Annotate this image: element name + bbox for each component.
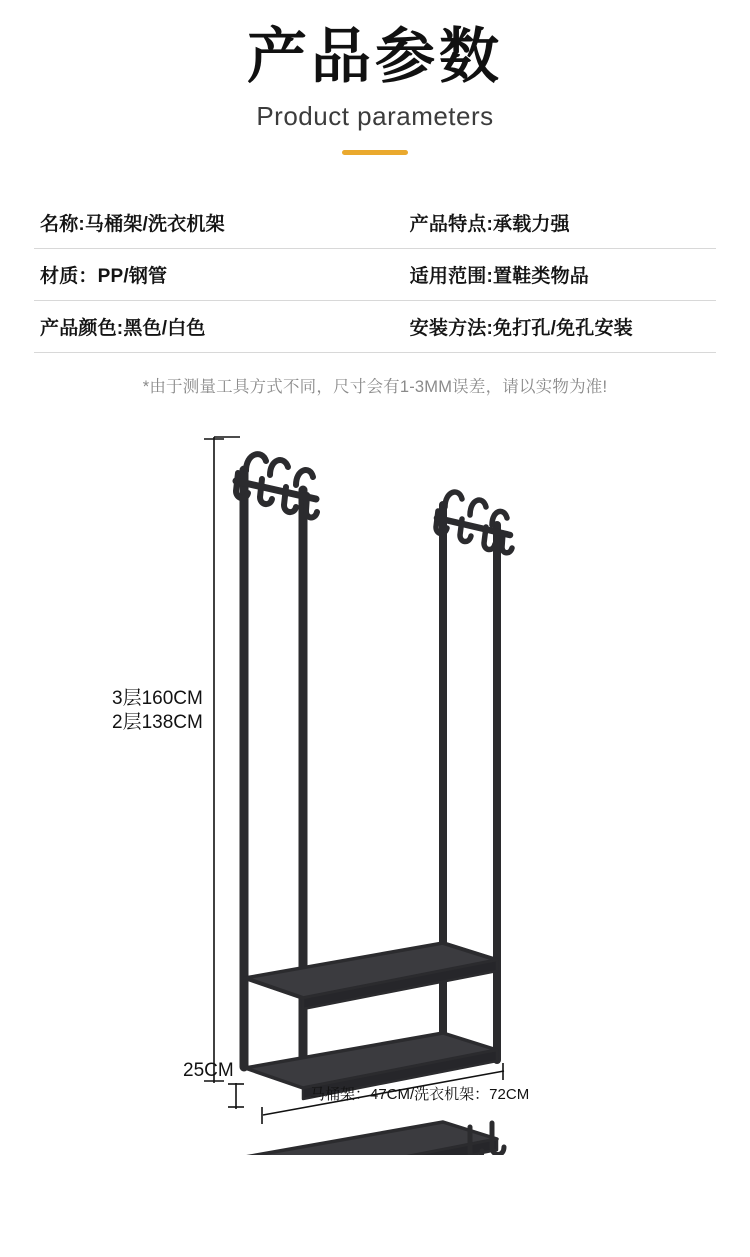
- depth-dimension-label: 25CM: [183, 1060, 234, 1081]
- width-dimension-label: 马桶架：47CM/洗衣机架：72CM: [310, 1086, 530, 1103]
- product-dimension-diagram: [0, 415, 750, 1155]
- page-title-en: Product parameters: [256, 101, 494, 131]
- table-row: [34, 301, 716, 353]
- page-title-cn: 产品参数: [247, 23, 503, 90]
- spec-name: 名称:马桶架/洗衣机架: [34, 197, 408, 249]
- spec-installation: 安装方法:免打孔/免孔安装: [408, 301, 716, 353]
- spec-color: 产品颜色:黑色/白色: [34, 301, 408, 353]
- rack-illustration: [0, 415, 750, 1155]
- product-parameters-page: [0, 22, 750, 1257]
- title-divider: [342, 150, 408, 155]
- title-divider-wrap: [0, 150, 750, 155]
- height-line-1: 3层160CM: [112, 688, 203, 709]
- measurement-note: *由于测量工具方式不同，尺寸会有1-3MM误差，请以实物为准!: [142, 378, 608, 396]
- height-dimension-label: [112, 687, 203, 735]
- spec-table: [34, 197, 716, 353]
- height-line-2: 2层138CM: [112, 711, 203, 733]
- spec-feature: 产品特点:承载力强: [408, 197, 716, 249]
- spec-material: 材质：PP/钢管: [34, 249, 408, 301]
- table-row: [34, 249, 716, 301]
- table-row: [34, 197, 716, 249]
- spec-scope: 适用范围:置鞋类物品: [408, 249, 716, 301]
